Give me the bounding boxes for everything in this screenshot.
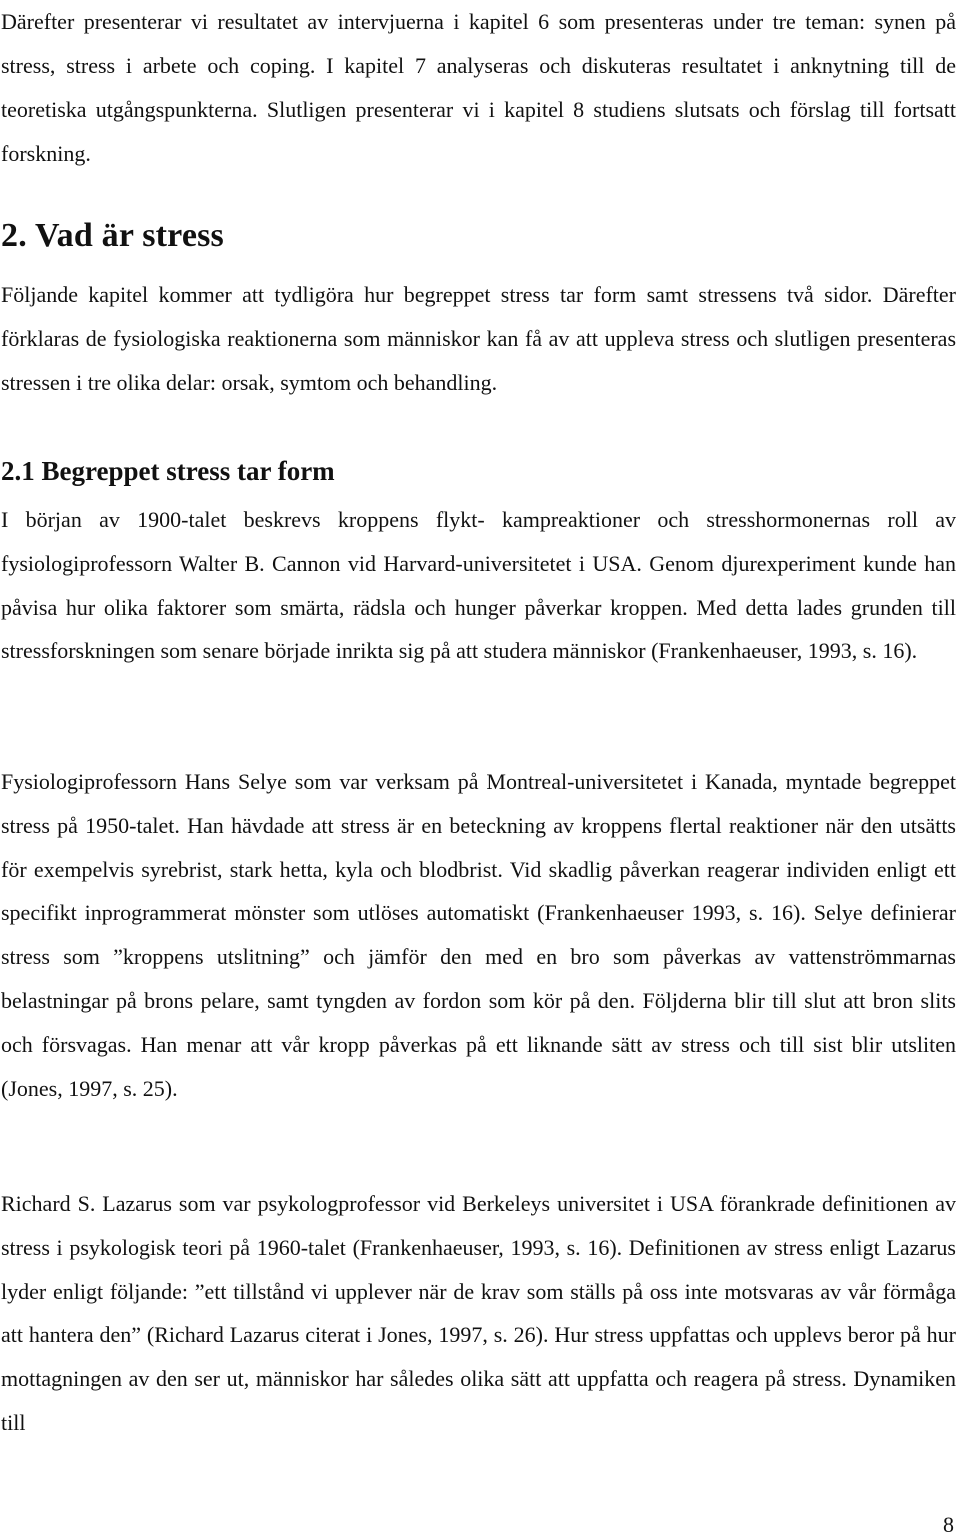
chapter-intro-paragraph: Följande kapitel kommer att tydligöra hur begreppet stress tar form samt stressens två sidor. Därefter förklaras de fysiologiska reaktionerna som människor kan få av att uppleva stress och slutligen presenteras stressen i tre olika delar: orsak, symtom och behandling.	[1, 282, 956, 395]
section-paragraph-1-block	[1, 498, 956, 673]
section-heading-block	[1, 451, 956, 491]
section-paragraph-3-block	[1, 1182, 956, 1445]
section-heading: 2.1 Begreppet stress tar form	[1, 456, 335, 486]
intro-paragraph-block	[1, 0, 956, 176]
page-number: 8	[943, 1512, 954, 1537]
section-paragraph: Fysiologiprofessorn Hans Selye som var verksam på Montreal-universitetet i Kanada, myntade begreppet stress på 1950-talet. Han hävdade att stress är en beteckning av kroppens flertal reaktioner när den utsätts för exempelvis syrebrist, stark hetta, kyla och blodbrist. Vid skadlig påverkan reagerar individen enligt ett specifikt inprogrammerat mönster som utlöses automatiskt (Frankenhaeuser 1993, s. 16). Selye definierar stress som ”kroppens utslitning” och jämför den med en bro som påverkas av vattenströmmarnas belastningar på brons pelare, samt tyngden av fordon som kör på den. Följderna blir till slut att bron slits och försvagas. Han menar att vår kropp påverkas på ett liknande sätt av stress och till sist blir utsliten (Jones, 1997, s. 25).	[1, 769, 956, 1101]
section-paragraph: I början av 1900-talet beskrevs kroppens flykt- kampreaktioner och stresshormonernas roll av fysiologiprofessorn Walter B. Cannon vid Harvard-universitetet i USA. Genom djurexperiment kunde han påvisa hur olika faktorer som smärta, rädsla och hunger påverkar kroppen. Med detta lades grunden till stressforskningen som senare började inrikta sig på att studera människor (Frankenhaeuser, 1993, s. 16).	[1, 507, 956, 664]
chapter-heading: 2. Vad är stress	[1, 217, 224, 254]
chapter-intro-block	[1, 273, 956, 404]
section-paragraph-2-block	[1, 760, 956, 1110]
chapter-heading-block	[1, 214, 956, 258]
intro-paragraph: Därefter presenterar vi resultatet av intervjuerna i kapitel 6 som presenteras under tre teman: synen på stress, stress i arbete och coping. I kapitel 7 analyseras och diskuteras resultatet i anknytning till de teoretiska utgångspunkterna. Slutligen presenterar vi i kapitel 8 studiens slutsats och förslag till fortsatt forskning.	[1, 9, 956, 166]
section-paragraph: Richard S. Lazarus som var psykologprofessor vid Berkeleys universitet i USA förankrade definitionen av stress i psykologisk teori på 1960-talet (Frankenhaeuser, 1993, s. 16). Definitionen av stress enligt Lazarus lyder enligt följande: ”ett tillstånd vi upplever när de krav som ställs på oss inte motsvaras av vår förmåga att hantera den” (Richard Lazarus citerat i Jones, 1997, s. 26). Hur stress uppfattas och upplevs beror på hur mottagningen av den ser ut, människor har således olika sätt att uppfatta och reagera på stress. Dynamiken till	[1, 1191, 956, 1435]
